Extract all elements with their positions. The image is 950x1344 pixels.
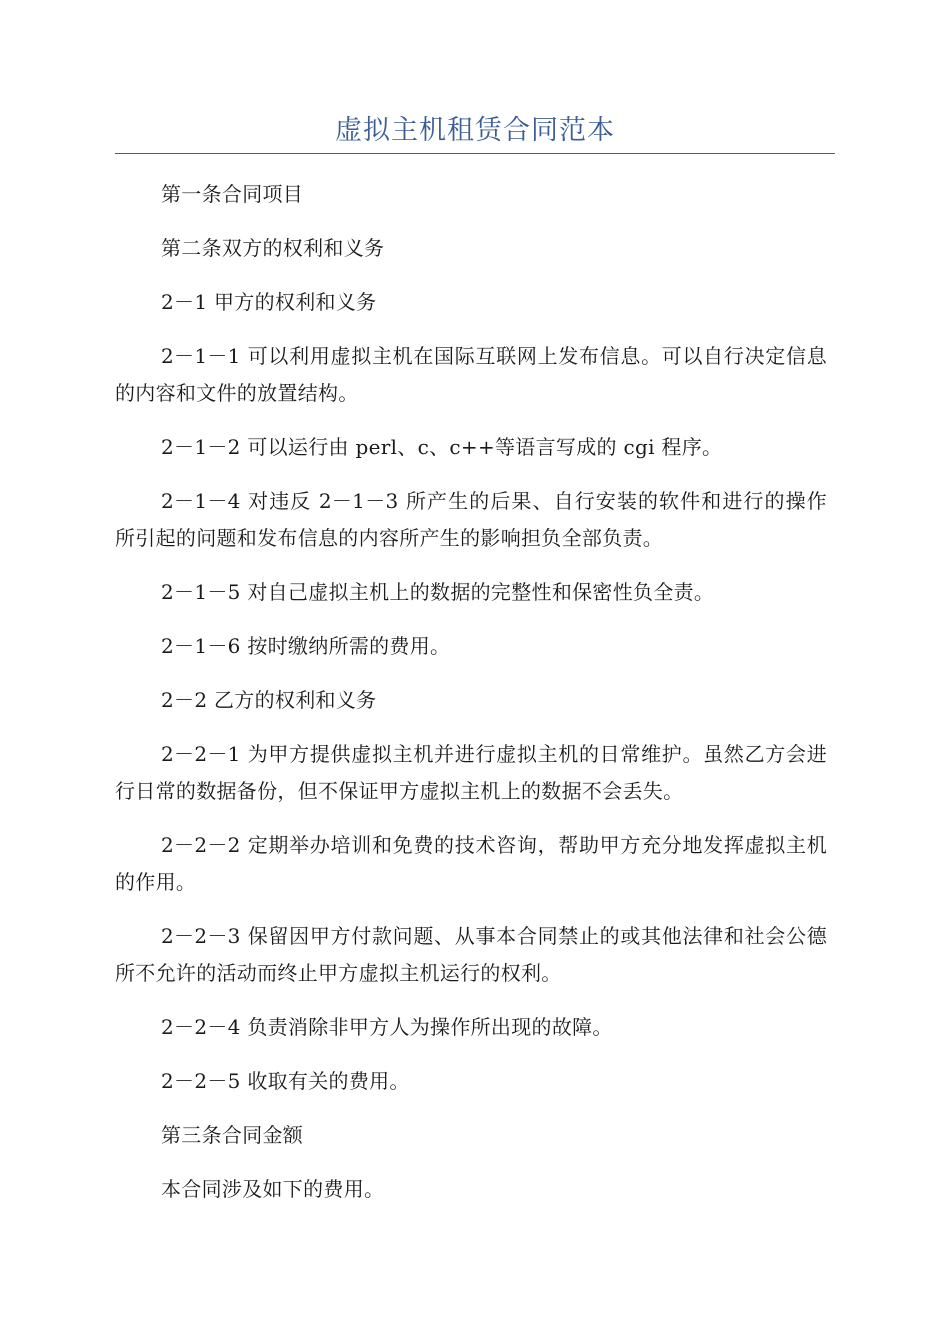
paragraph: 2－1－2 可以运行由 perl、c、c++等语言写成的 cgi 程序。 — [161, 435, 723, 459]
paragraph: 2－1－1 可以利用虚拟主机在国际互联网上发布信息。可以自行决定信息的内容和文件的放置结构。 — [115, 344, 827, 405]
paragraph: 2－2－2 定期举办培训和免费的技术咨询，帮助甲方充分地发挥虚拟主机的作用。 — [115, 833, 827, 894]
paragraph: 2－1－5 对自己虚拟主机上的数据的完整性和保密性负全责。 — [161, 580, 715, 604]
paragraph: 2－1 甲方的权利和义务 — [161, 290, 377, 314]
title-underline — [115, 153, 835, 154]
paragraph: 第二条双方的权利和义务 — [161, 236, 385, 260]
paragraph: 2－2－3 保留因甲方付款问题、从事本合同禁止的或其他法律和社会公德所不允许的活动而终止甲方虚拟主机运行的权利。 — [115, 924, 827, 985]
paragraph: 2－2－4 负责消除非甲方人为操作所出现的故障。 — [161, 1015, 613, 1039]
paragraph: 第三条合同金额 — [161, 1123, 304, 1147]
paragraph: 2－2－5 收取有关的费用。 — [161, 1069, 410, 1093]
paragraph: 2－1－6 按时缴纳所需的费用。 — [161, 634, 451, 658]
paragraph: 2－2 乙方的权利和义务 — [161, 688, 377, 712]
document-title: 虚拟主机租赁合同范本 — [335, 115, 615, 146]
paragraph: 第一条合同项目 — [161, 182, 304, 206]
paragraph: 本合同涉及如下的费用。 — [161, 1177, 385, 1201]
paragraph: 2－1－4 对违反 2－1－3 所产生的后果、自行安装的软件和进行的操作所引起的问题和发布信息的内容所产生的影响担负全部负责。 — [115, 489, 827, 550]
paragraph: 2－2－1 为甲方提供虚拟主机并进行虚拟主机的日常维护。虽然乙方会进行日常的数据备份，但不保证甲方虚拟主机上的数据不会丢失。 — [115, 742, 827, 803]
document-body — [115, 176, 827, 1225]
